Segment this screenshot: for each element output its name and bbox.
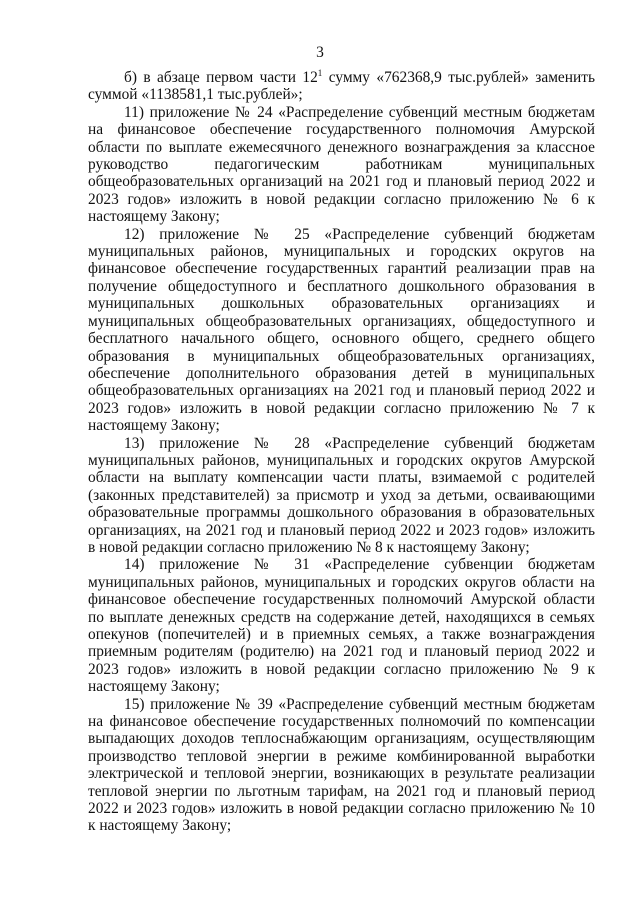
paragraph-item-12: 12) приложение № 25 «Распределение субвенций бюджетам муниципальных районов, муниципальных и городских округов на финансовое обеспечение государственных гарантий реализации прав на получение общедоступного и бесплатного дошкольного образования в муниципальных дошкольных образовательных организациях и муниципальных общеобразовательных организациях, общедоступного и бесплатного начального общего, основного общего, среднего общего образования в муниципальных общеобразовательных организациях, обеспечение дополнительного образования детей в муниципальных общеобразовательных организациях на 2021 год и плановый период 2022 и 2023 годов» изложить в новой редакции согласно приложению № 7 к настоящему Закону; (88, 225, 595, 435)
paragraph-b-superscript: 1 (317, 67, 323, 78)
paragraph-item-13: 13) приложение № 28 «Распределение субвенций бюджетам муниципальных районов, муниципальных и городских округов Амурской области на выплату компенсации части платы, взимаемой с родителей (законных представителей) за присмотр и уход за детьми, осваивающими образовательные программы дошкольного образования в образовательных организациях, на 2021 год и плановый период 2022 и 2023 годов» изложить в новой редакции согласно приложению № 8 к настоящему Закону; (88, 434, 595, 556)
paragraph-item-11: 11) приложение № 24 «Распределение субвенций местным бюджетам на финансовое обеспечение государственного полномочия Амурской области по выплате ежемесячного денежного вознаграждения за классное руководство педагогическим работникам муниципальных общеобразовательных организаций на 2021 год и плановый период 2022 и 2023 годов» изложить в новой редакции согласно приложению № 6 к настоящему Закону; (88, 103, 595, 226)
paragraph-b-text-start: б) в абзаце первом части 12 (124, 69, 318, 86)
paragraph-b (88, 69, 595, 104)
document-body (88, 69, 595, 835)
paragraph-item-14: 14) приложение № 31 «Распределение субвенции бюджетам муниципальных районов, муниципальных и городских округов области на финансовое обеспечение государственных полномочий Амурской области по выплате денежных средств на содержание детей, находящихся в семьях опекунов (попечителей) и в приемных семьях, а также вознаграждения приемным родителям (родителю) на 2021 год и плановый период 2022 и 2023 годов» изложить в новой редакции согласно приложению № 9 к настоящему Закону; (88, 556, 595, 696)
paragraph-b-text-end: сумму «762368,9 тыс.рублей» заменить суммой «1138581,1 тыс.рублей»; (88, 69, 595, 104)
page-number: 3 (316, 44, 324, 61)
paragraph-item-15: 15) приложение № 39 «Распределение субвенций местным бюджетам на финансовое обеспечение государственных полномочий по компенсации выпадающих доходов теплоснабжающим организациям, осуществляющим производство тепловой энергии в режиме комбинированной выработки электрической и тепловой энергии, возникающих в результате реализации тепловой энергии по льготным тарифам, на 2021 год и плановый период 2022 и 2023 годов» изложить в новой редакции согласно приложению № 10 к настоящему Закону; (88, 695, 595, 835)
